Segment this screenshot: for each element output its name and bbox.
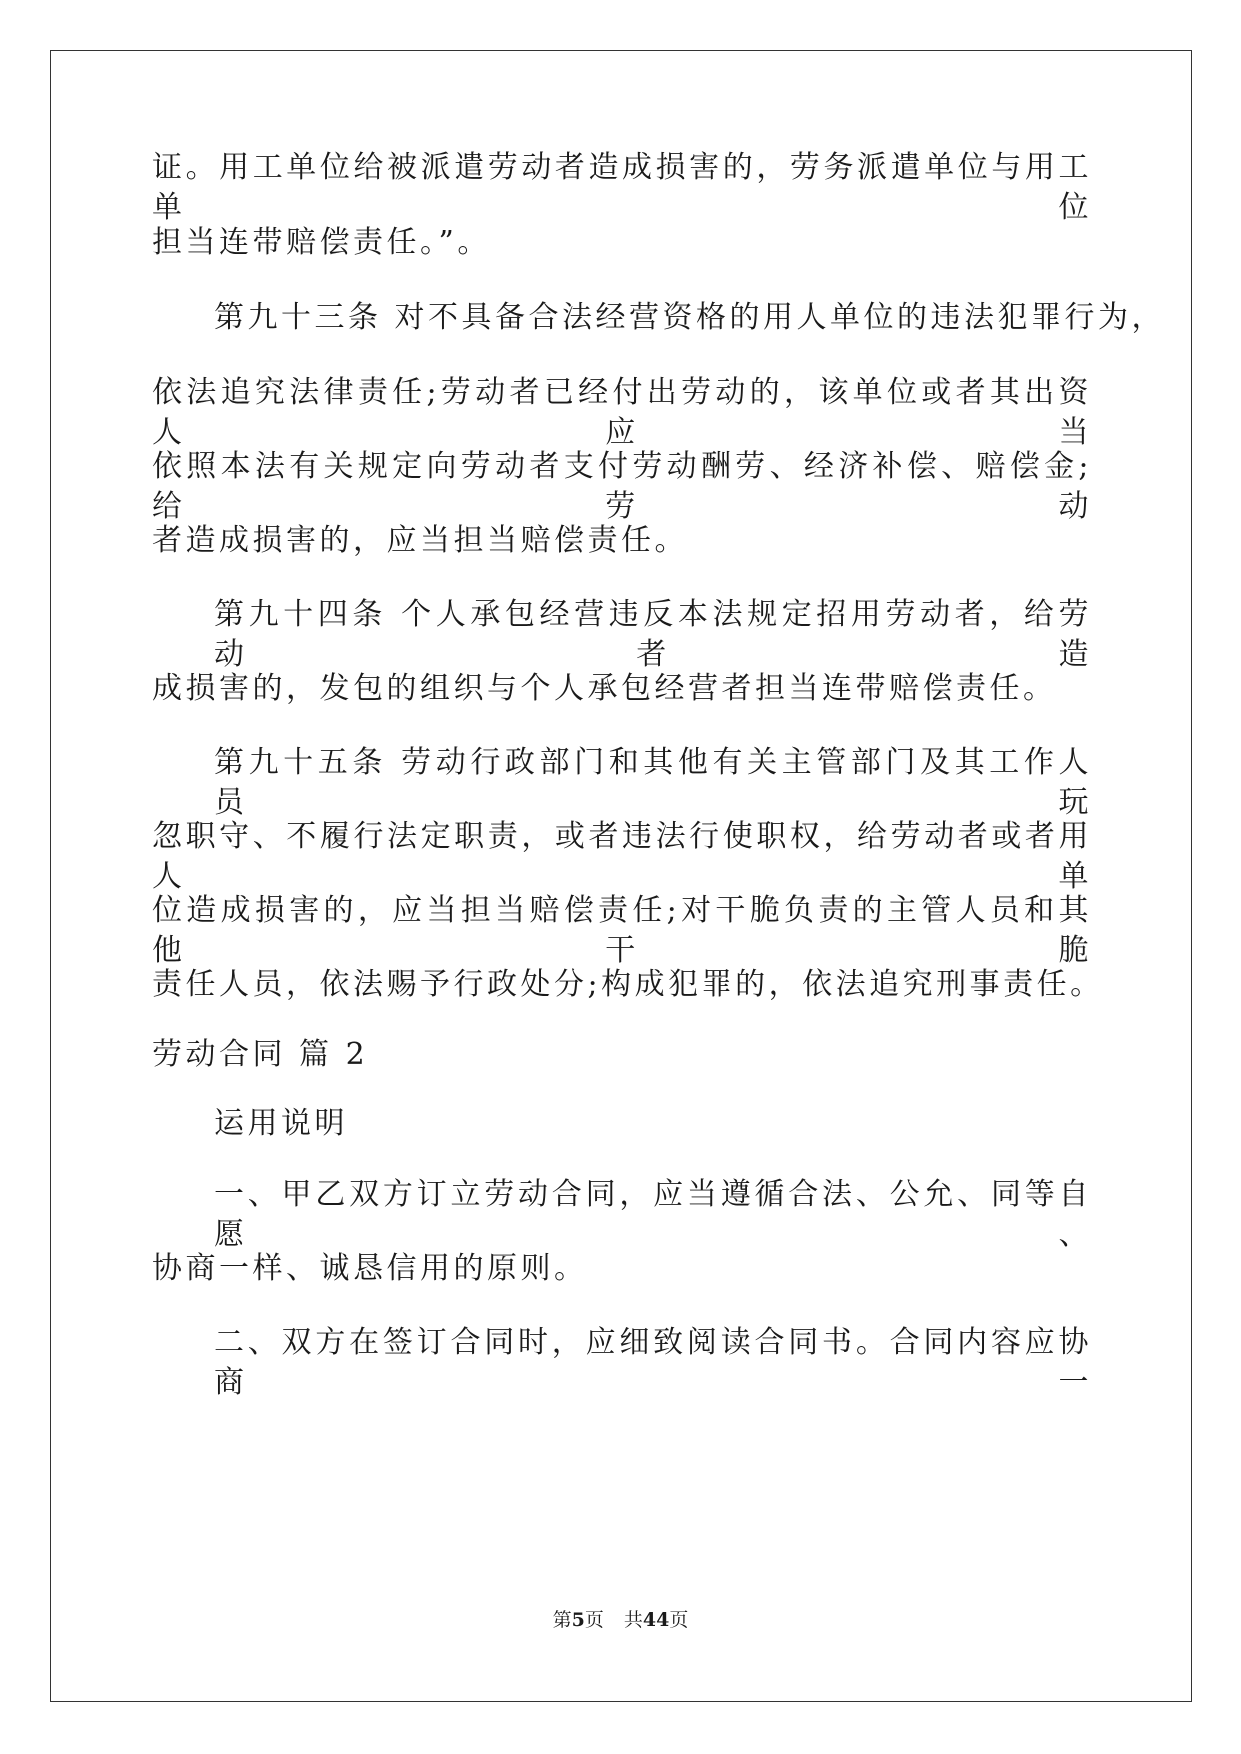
body-line-1: 证。用工单位给被派遣劳动者造成损害的，劳务派遣单位与用工单位	[152, 150, 1092, 225]
page-number: 5	[571, 1609, 585, 1631]
total-unit: 页	[669, 1609, 689, 1631]
total-pages: 44	[642, 1609, 670, 1631]
page-footer	[0, 1607, 1241, 1633]
page-unit: 页	[584, 1609, 604, 1631]
body-line-16: 协商一样、诚恳信用的原则。	[152, 1251, 588, 1286]
note-2-line: 二、双方在签订合同时，应细致阅读合同书。合同内容应协商一	[214, 1325, 1092, 1400]
body-line-4: 依法追究法律责任;劳动者已经付出劳动的，该单位或者其出资人应当	[152, 375, 1092, 450]
body-line-2: 担当连带赔偿责任。”。	[152, 225, 491, 260]
note-1-line: 一、甲乙双方订立劳动合同，应当遵循合法、公允、同等自愿、	[214, 1177, 1092, 1252]
body-line-12: 责任人员，依法赐予行政处分;构成犯罪的，依法追究刑事责任。	[152, 967, 1104, 1002]
article-94-heading-line: 第九十四条 个人承包经营违反本法规定招用劳动者，给劳动者造	[214, 597, 1092, 672]
body-line-5: 依照本法有关规定向劳动者支付劳动酬劳、经济补偿、赔偿金;给劳动	[152, 449, 1092, 524]
section-heading: 劳动合同 篇 2	[152, 1037, 369, 1072]
article-95-heading-line: 第九十五条 劳动行政部门和其他有关主管部门及其工作人员玩	[214, 745, 1092, 820]
page-prefix: 第	[552, 1609, 572, 1631]
body-line-8: 成损害的，发包的组织与个人承包经营者担当连带赔偿责任。	[152, 671, 1057, 706]
body-line-6: 者造成损害的，应当担当赔偿责任。	[152, 523, 688, 558]
body-line-10: 忽职守、不履行法定职责，或者违法行使职权，给劳动者或者用人单	[152, 819, 1092, 894]
article-93-heading-line: 第九十三条 对不具备合法经营资格的用人单位的违法犯罪行为，	[214, 300, 1166, 335]
total-prefix: 共	[623, 1609, 643, 1631]
body-line-11: 位造成损害的，应当担当赔偿责任;对干脆负责的主管人员和其他干脆	[152, 893, 1092, 968]
usage-notes-heading: 运用说明	[214, 1106, 348, 1141]
